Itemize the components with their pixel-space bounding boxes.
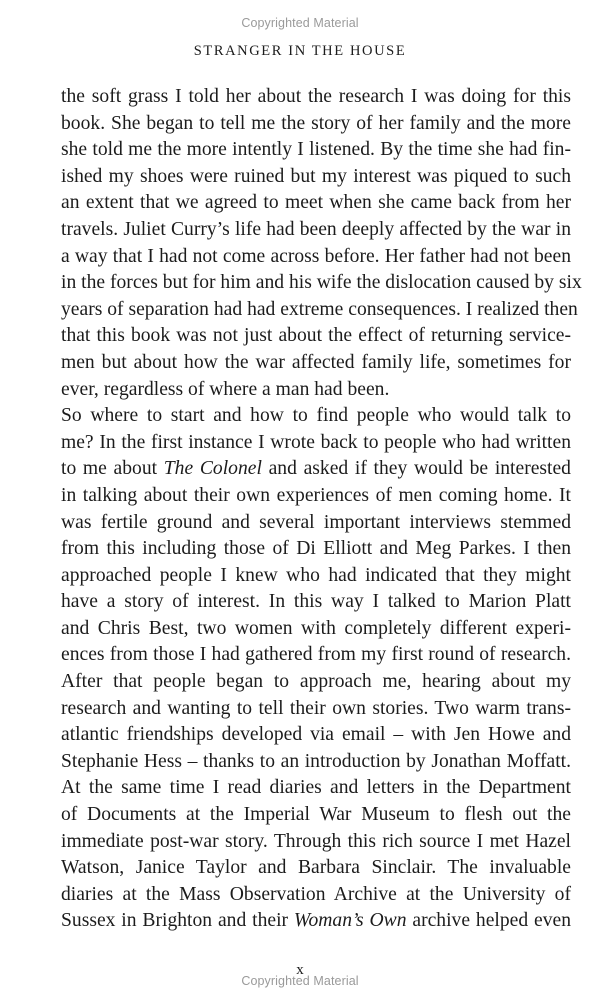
text-line: and Chris Best, two women with completely different experi- [61,617,571,639]
text-line [61,456,571,483]
text-line: atlantic friendships developed via email – with Jen Howe and [61,724,571,746]
text-line: diaries at the Mass Observation Archive at the University of [61,883,571,905]
body-text [61,84,582,935]
text-line: travels. Juliet Curry’s life had been deeply affected by the war in [61,218,571,240]
text-line: years of separation had had extreme consequences. I realized then [61,298,578,320]
text-line: in talking about their own experiences of men coming home. It [61,484,571,506]
book-title-italic: The Colonel [163,458,262,480]
text-line: of Documents at the Imperial War Museum to flesh out the [61,804,571,826]
text-line: After that people began to approach me, hearing about my [61,671,571,693]
text-line: she told me the more intently I listened. By the time she had fin- [61,139,571,161]
text-line: Stephanie Hess – thanks to an introduction by Jonathan Moffatt. [61,750,571,772]
text-line: an extent that we agreed to meet when she came back from her [61,192,571,214]
text-line: research and wanting to tell their own stories. Two warm trans- [61,697,571,719]
text-line: the soft grass I told her about the research I was doing for this [61,86,571,107]
running-head: STRANGER IN THE HOUSE [193,43,407,59]
watermark-bottom: Copyrighted Material [241,974,359,988]
text-line: Watson, Janice Taylor and Barbara Sinclair. The invaluable [61,857,571,879]
publication-title-italic: Woman’s Own [293,910,407,932]
text-line: ences from those I had gathered from my first round of research. [61,644,571,666]
text-line: So where to start and how to find people who would talk to [61,405,571,427]
text-line: from this including those of Di Elliott and Meg Parkes. I then [61,538,571,560]
page-number: x [296,962,304,978]
text-line: men but about how the war affected family life, sometimes for [61,351,571,373]
text-line [61,908,571,935]
text-segment: Sussex in Brighton and their [61,910,294,932]
text-line: immediate post-war story. Through this rich source I met Hazel [61,830,571,852]
text-line: a way that I had not come across before. Her father had not been [61,245,571,267]
text-segment: and asked if they would be interested [261,458,571,480]
text-line: ever, regardless of where a man had been. [61,378,390,400]
watermark-top: Copyrighted Material [241,16,359,30]
text-segment: to me about [61,458,164,480]
text-line: in the forces but for him and his wife the dislocation caused by six [61,272,582,294]
text-line: have a story of interest. In this way I talked to Marion Platt [61,591,571,613]
text-line: me? In the first instance I wrote back to people who had written [61,431,571,453]
text-segment: archive helped even [406,910,571,932]
text-line: approached people I knew who had indicated that they might [61,564,571,586]
text-line: At the same time I read diaries and letters in the Department [61,777,571,799]
text-line: that this book was not just about the effect of returning service- [61,325,571,347]
text-line: book. She began to tell me the story of her family and the more [61,112,571,134]
text-line: ished my shoes were ruined but my interest was piqued to such [61,165,571,187]
text-line: was fertile ground and several important interviews stemmed [61,511,571,533]
